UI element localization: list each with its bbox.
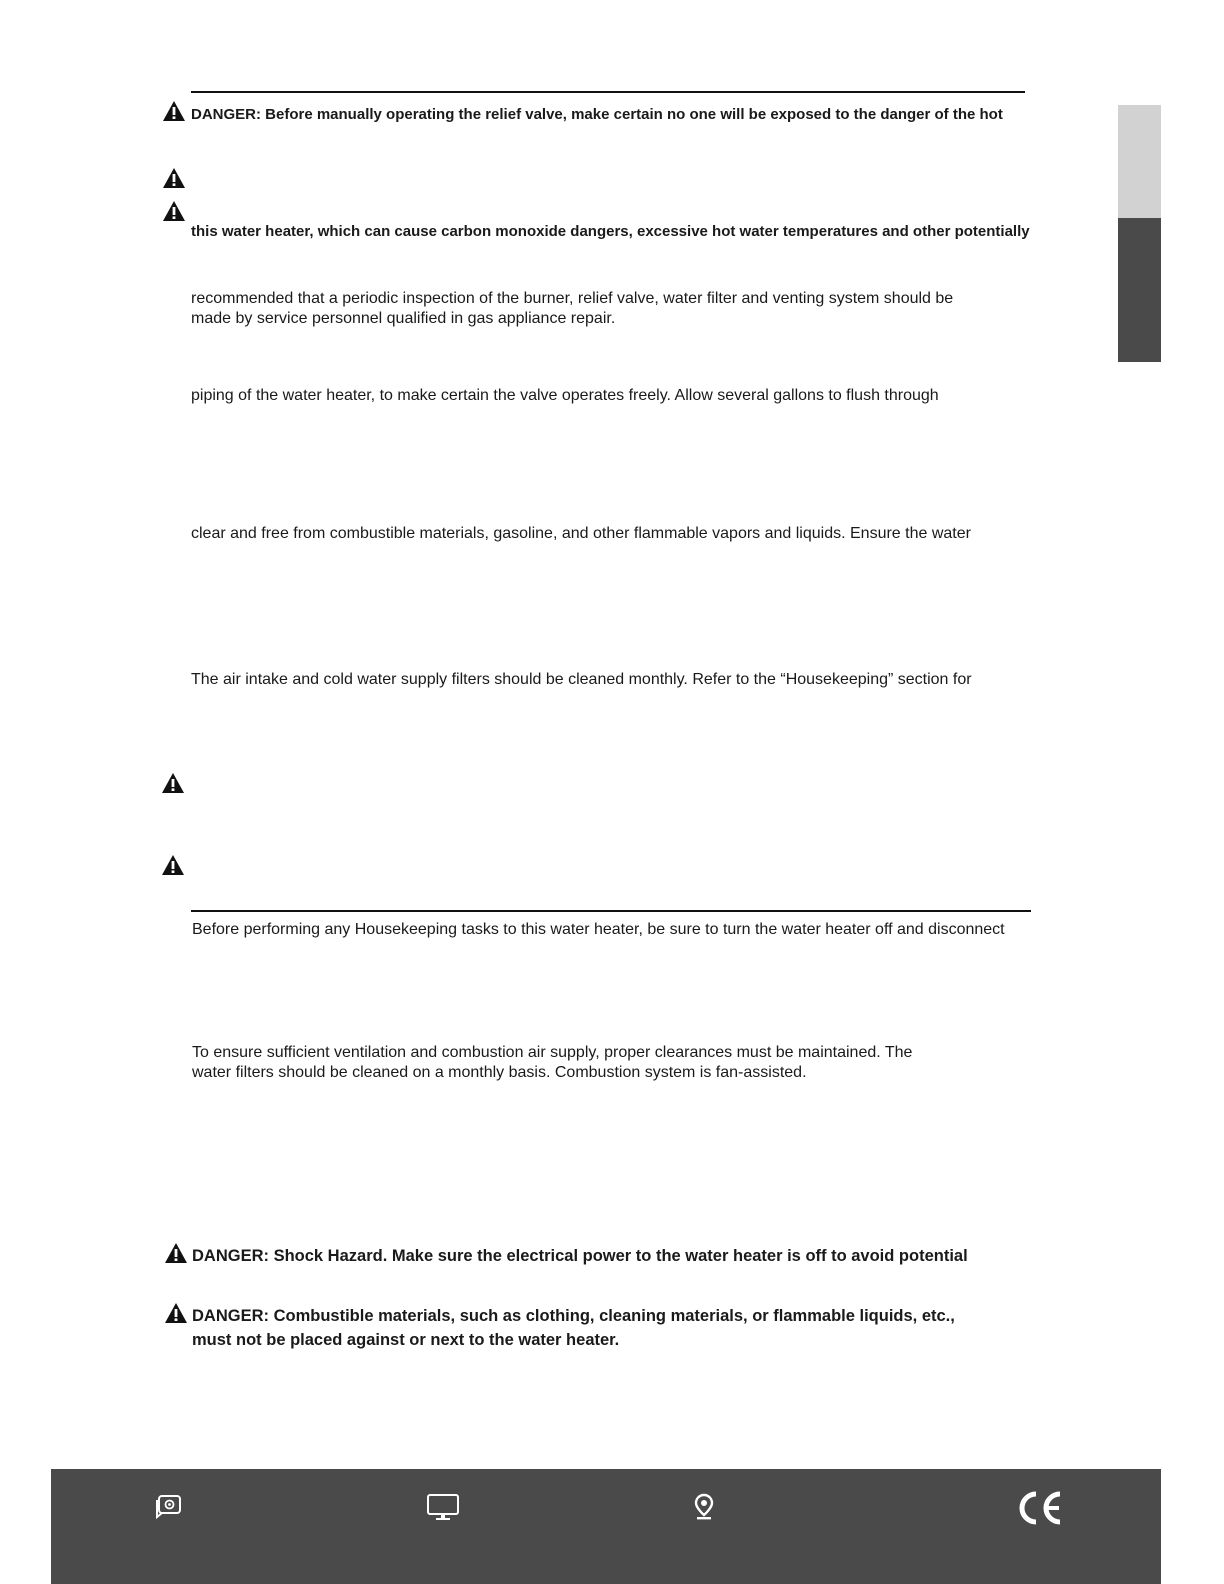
footer-bar bbox=[51, 1469, 1161, 1584]
warning-triangle-icon bbox=[161, 772, 185, 794]
danger-combustible-line2: must not be placed against or next to the water heater. bbox=[192, 1331, 620, 1349]
ventilation-paragraph-line1: To ensure sufficient ventilation and combustion air supply, proper clearances must be maintained. The bbox=[192, 1044, 913, 1061]
warning-triangle-icon bbox=[164, 1302, 188, 1324]
warning-triangle-icon bbox=[162, 167, 186, 189]
filters-cleaning-text: The air intake and cold water supply filters should be cleaned monthly. Refer to the “Housekeeping” section for bbox=[191, 671, 972, 688]
warning-triangle-icon bbox=[161, 854, 185, 876]
section-rule-housekeeping bbox=[191, 910, 1031, 912]
danger-combustible-line1: DANGER: Combustible materials, such as clothing, cleaning materials, or flammable liquids, etc., bbox=[192, 1307, 955, 1325]
ventilation-paragraph-line2: water filters should be cleaned on a monthly basis. Combustion system is fan-assisted. bbox=[192, 1064, 807, 1081]
danger-shock-hazard-text: DANGER: Shock Hazard. Make sure the electrical power to the water heater is off to avoid potential bbox=[192, 1247, 968, 1265]
housekeeping-text: Before performing any Housekeeping tasks to this water heater, be sure to turn the water heater off and disconnect bbox=[192, 921, 1005, 938]
warning-triangle-icon bbox=[164, 1242, 188, 1264]
inspection-paragraph-line1: recommended that a periodic inspection of the burner, relief valve, water filter and venting system should be bbox=[191, 290, 954, 307]
ce-mark-icon bbox=[1016, 1489, 1064, 1527]
warning-triangle-icon bbox=[162, 100, 186, 122]
tamper-warning-text: this water heater, which can cause carbon monoxide dangers, excessive hot water temperatures and other potentially bbox=[191, 223, 1030, 240]
warning-triangle-icon bbox=[162, 200, 186, 222]
clear-area-text: clear and free from combustible materials, gasoline, and other flammable vapors and liquids. Ensure the water bbox=[191, 525, 971, 542]
monitor-icon bbox=[426, 1493, 460, 1521]
side-tab-light bbox=[1118, 105, 1161, 218]
side-tab-dark bbox=[1118, 218, 1161, 362]
location-pin-icon bbox=[694, 1493, 714, 1521]
relief-valve-piping-text: piping of the water heater, to make certain the valve operates freely. Allow several gallons to flush through bbox=[191, 387, 939, 404]
support-chat-icon bbox=[155, 1493, 183, 1521]
inspection-paragraph-line2: made by service personnel qualified in gas appliance repair. bbox=[191, 310, 616, 327]
danger-relief-valve-text: DANGER: Before manually operating the relief valve, make certain no one will be exposed to the danger of the hot bbox=[191, 106, 1003, 123]
section-rule-top bbox=[191, 91, 1025, 93]
